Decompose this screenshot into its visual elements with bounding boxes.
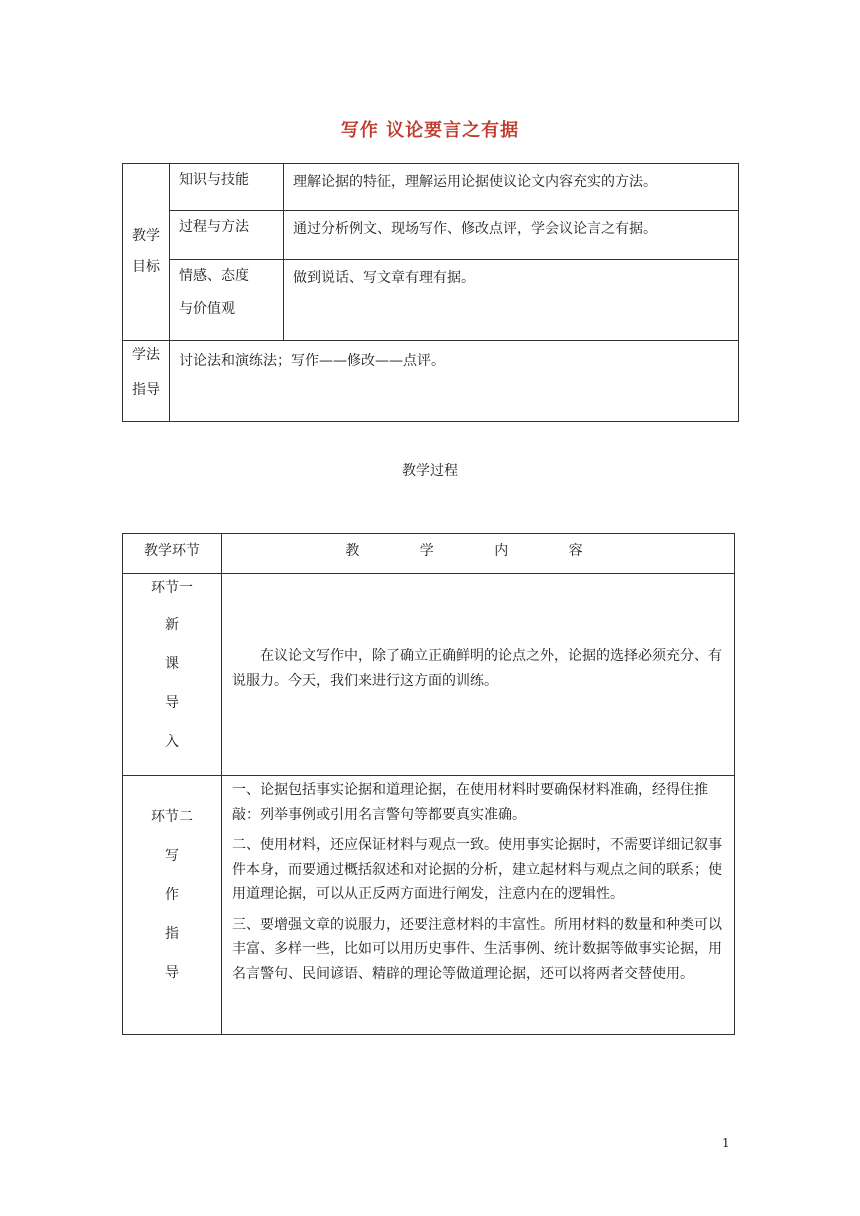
method-text: 讨论法和演练法；写作——修改——点评。 [170, 341, 739, 422]
goal-row-label-line: 与价值观 [179, 301, 235, 317]
goal-row-text: 通过分析例文、现场写作、修改点评，学会议论言之有据。 [284, 211, 739, 260]
goal-label-line: 教学 [132, 228, 160, 244]
stage-label-line: 写 [165, 848, 179, 864]
stage-label-line: 新 [165, 617, 179, 633]
goal-row-text: 理解论据的特征，理解运用论据使议论文内容充实的方法。 [284, 164, 739, 211]
stage-label-line: 入 [165, 734, 179, 750]
stage2-paragraph: 三、要增强文章的说服力，还要注意材料的丰富性。所用材料的数量和种类可以丰富、多样一些，比如可以用历史事件、生活事例、统计数据等做事实论据，用名言警句、民间谚语、精辟的理论等做道理论据，还可以将两者交替使用。 [232, 916, 722, 982]
stage2-paragraph: 二、使用材料，还应保证材料与观点一致。使用事实论据时，不需要详细记叙事件本身，而要通过概括叙述和对论据的分析，建立起材料与观点之间的联系；使用道理论据，可以从正反两方面进行阐发，注意内在的逻辑性。 [232, 837, 722, 902]
stage-label-line: 指 [165, 926, 179, 942]
teaching-goals-table [122, 163, 739, 422]
goal-row-text: 做到说话、写文章有理有据。 [284, 260, 739, 341]
stage-label-line: 作 [165, 887, 179, 903]
goal-row-label [170, 260, 284, 341]
goal-label-line: 目标 [132, 259, 160, 275]
method-label-line: 指导 [132, 382, 160, 398]
goal-label-cell [123, 164, 170, 341]
stage-label-line: 环节二 [151, 809, 193, 825]
stage-label-line: 导 [165, 965, 179, 981]
stage-label-line: 导 [165, 695, 179, 711]
header-right: 教 学 内 容 [222, 534, 735, 574]
teaching-process-table [122, 533, 735, 1035]
document-title: 写作 议论要言之有据 [340, 120, 520, 141]
stage2-paragraph: 一、论据包括事实论据和道理论据，在使用材料时要确保材料准确，经得住推敲：列举事例或引用名言警句等都要真实准确。 [232, 782, 708, 823]
goal-row-label-line: 情感、态度 [179, 268, 249, 284]
stage1-paragraph: 在议论文写作中，除了确立正确鲜明的论点之外，论据的选择必须充分、有说服力。今天，我们来进行这方面的训练。 [232, 648, 722, 689]
goal-row-label: 知识与技能 [170, 164, 284, 211]
page-number: 1 [722, 1136, 730, 1150]
section-title: 教学过程 [402, 463, 458, 479]
method-label-line: 学法 [132, 347, 160, 363]
stage1-label [123, 574, 222, 776]
stage-label-line: 环节一 [151, 580, 193, 596]
header-left: 教学环节 [123, 534, 222, 574]
stage-label-line: 课 [165, 656, 179, 672]
goal-row-label: 过程与方法 [170, 211, 284, 260]
method-label-cell [123, 341, 170, 422]
stage2-content [222, 776, 735, 1035]
stage2-label [123, 776, 222, 1035]
stage1-content [222, 574, 735, 776]
